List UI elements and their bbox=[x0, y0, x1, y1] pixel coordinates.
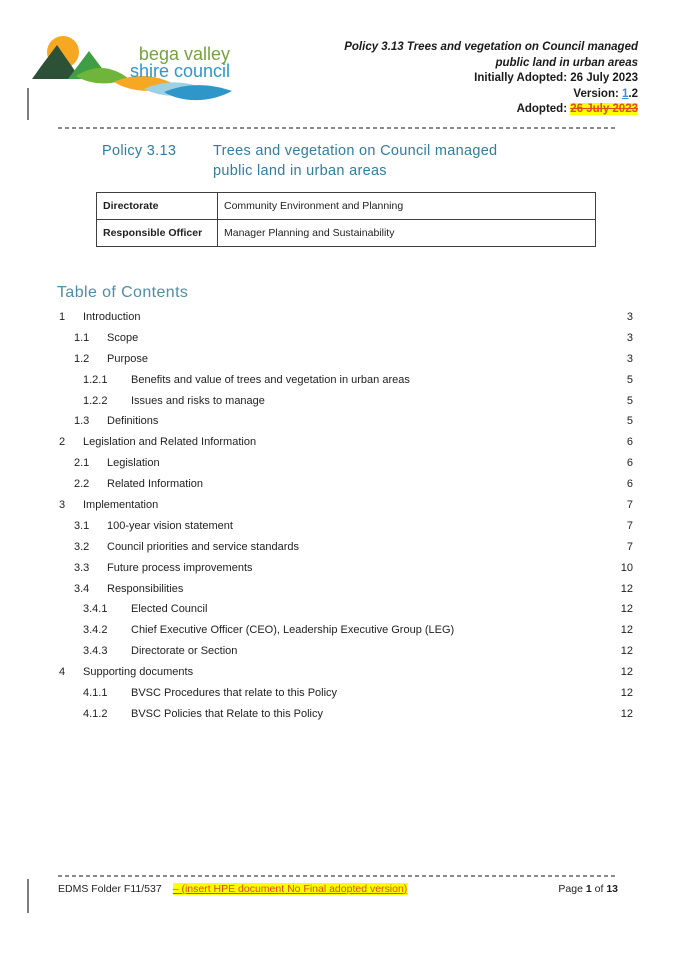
toc-entry-page: 12 bbox=[620, 582, 633, 595]
policy-number: Policy 3.13 bbox=[102, 143, 177, 159]
toc-entry-number: 3.1 bbox=[74, 519, 90, 532]
toc-entry bbox=[58, 414, 633, 435]
toc-entry bbox=[58, 519, 633, 540]
header-doc-title-line1: Policy 3.13 Trees and vegetation on Council managed bbox=[344, 41, 638, 53]
toc-entry-number: 4 bbox=[59, 666, 66, 679]
footer-divider bbox=[58, 875, 618, 877]
toc-entry-number: 3.4.1 bbox=[83, 603, 108, 616]
toc-entry bbox=[58, 623, 633, 644]
toc-entry-page: 6 bbox=[626, 436, 633, 449]
adopted-label: Adopted: bbox=[516, 103, 571, 116]
page-total: 13 bbox=[606, 883, 618, 895]
toc-entry-page: 12 bbox=[620, 624, 633, 637]
toc-entry-page: 7 bbox=[626, 499, 633, 512]
info-value-directorate: Community Environment and Planning bbox=[218, 193, 596, 220]
table-row bbox=[97, 193, 596, 220]
toc-entry-page: 12 bbox=[620, 666, 633, 679]
toc-entry-page: 12 bbox=[620, 687, 633, 700]
toc-entry-page: 5 bbox=[626, 373, 633, 386]
toc-entry-label: BVSC Procedures that relate to this Policy bbox=[131, 687, 338, 700]
toc-entry bbox=[58, 561, 633, 582]
footer-page-number bbox=[558, 883, 618, 895]
toc-entry bbox=[58, 373, 633, 394]
toc-entry-number: 1.2.2 bbox=[83, 394, 108, 407]
toc-entry-label: Scope bbox=[107, 331, 139, 344]
toc-entry-page: 6 bbox=[626, 478, 633, 491]
footer-highlighted-note: – (insert HPE document No Final adopted version) bbox=[172, 883, 408, 895]
toc-entry-number: 2 bbox=[59, 436, 66, 449]
toc-entry-label: Council priorities and service standards bbox=[107, 540, 299, 553]
footer bbox=[58, 883, 618, 895]
toc-entry-page: 12 bbox=[620, 707, 633, 720]
adopted-deleted-date: 26 July 2023 bbox=[570, 103, 638, 116]
toc-entry-label: Directorate or Section bbox=[131, 645, 238, 658]
page-of-word: of bbox=[591, 883, 607, 895]
toc-entry-number: 1.3 bbox=[74, 415, 90, 428]
toc-entry-page: 3 bbox=[626, 311, 633, 323]
toc-entry-label: Introduction bbox=[83, 311, 141, 323]
info-label-directorate: Directorate bbox=[97, 193, 218, 220]
toc-entry-page: 5 bbox=[626, 394, 633, 407]
toc-entry bbox=[58, 665, 633, 686]
page-current: 1 bbox=[585, 883, 592, 895]
toc-entry-label: 100-year vision statement bbox=[107, 519, 233, 532]
toc-entry-number: 1.1 bbox=[74, 331, 90, 344]
toc-entry bbox=[58, 352, 633, 373]
toc-entry-number: 3 bbox=[59, 499, 66, 512]
toc-entry-label: Implementation bbox=[83, 499, 159, 512]
version-label: Version: bbox=[573, 87, 622, 100]
header-doc-title-line2: public land in urban areas bbox=[495, 56, 638, 69]
toc-entry-label: Legislation and Related Information bbox=[83, 436, 257, 449]
toc-entry bbox=[58, 540, 633, 561]
info-value-responsible-officer: Manager Planning and Sustainability bbox=[218, 220, 596, 247]
revision-change-bar bbox=[27, 879, 29, 913]
toc-entry-page: 5 bbox=[626, 415, 633, 428]
toc-entry-page: 7 bbox=[626, 519, 633, 532]
toc-entry-page: 3 bbox=[626, 331, 633, 344]
header-adopted-line bbox=[344, 102, 638, 118]
toc-entry-number: 1 bbox=[59, 311, 66, 323]
toc-entry bbox=[58, 477, 633, 498]
toc-entry-number: 3.4 bbox=[74, 582, 90, 595]
toc-entry-label: Issues and risks to manage bbox=[131, 394, 265, 407]
toc-entry-number: 3.4.3 bbox=[83, 645, 108, 658]
toc-entry-number: 4.1.2 bbox=[83, 707, 108, 720]
policy-title-text bbox=[213, 141, 497, 181]
toc-entry-page: 3 bbox=[626, 352, 633, 365]
toc-entry-label: BVSC Policies that Relate to this Policy bbox=[131, 707, 323, 720]
council-logo-graphic bbox=[32, 34, 234, 108]
logo-text-line2: shire council bbox=[129, 61, 230, 81]
info-label-responsible-officer: Responsible Officer bbox=[97, 220, 218, 247]
toc-entry-number: 1.2 bbox=[74, 352, 90, 365]
toc-entry-label: Legislation bbox=[107, 457, 160, 470]
toc-entry-number: 3.4.2 bbox=[83, 624, 108, 637]
footer-edms-reference: EDMS Folder F11/537 bbox=[58, 883, 162, 895]
toc-entry-label: Definitions bbox=[107, 415, 159, 428]
toc-entry bbox=[58, 602, 633, 623]
toc-entry-label: Responsibilities bbox=[107, 582, 184, 595]
toc-entry bbox=[58, 498, 633, 519]
toc-entry-label: Related Information bbox=[107, 478, 203, 491]
toc-entry bbox=[58, 644, 633, 665]
info-table bbox=[96, 192, 596, 247]
toc-entry bbox=[58, 435, 633, 456]
toc-entry-number: 2.1 bbox=[74, 457, 90, 470]
toc-entry-number: 3.3 bbox=[74, 561, 90, 574]
toc-entry bbox=[58, 707, 633, 728]
policy-title-line1: Trees and vegetation on Council managed bbox=[213, 143, 498, 159]
toc-entry bbox=[58, 394, 633, 415]
toc-entry bbox=[58, 456, 633, 477]
toc-entry-number: 3.2 bbox=[74, 540, 90, 553]
toc-entry-number: 1.2.1 bbox=[83, 373, 108, 386]
logo-text-line1: bega valley bbox=[138, 44, 230, 64]
policy-title-line2: public land in urban areas bbox=[213, 163, 387, 179]
toc-entry bbox=[58, 686, 633, 707]
page-word: Page bbox=[558, 883, 586, 895]
toc-entry-label: Purpose bbox=[107, 352, 148, 365]
toc-list bbox=[58, 310, 633, 728]
revision-change-bar bbox=[27, 88, 29, 120]
header-divider bbox=[58, 127, 618, 129]
toc-entry-page: 7 bbox=[626, 540, 633, 553]
toc-entry bbox=[58, 331, 633, 352]
header-version-line bbox=[344, 87, 638, 103]
toc-entry bbox=[58, 582, 633, 603]
toc-entry bbox=[58, 310, 633, 331]
toc-entry-label: Supporting documents bbox=[83, 666, 194, 679]
toc-entry-page: 10 bbox=[620, 561, 633, 574]
toc-entry-label: Future process improvements bbox=[107, 561, 253, 574]
header-meta bbox=[344, 40, 638, 118]
table-row bbox=[97, 220, 596, 247]
toc-entry-page: 6 bbox=[626, 457, 633, 470]
toc-entry-label: Benefits and value of trees and vegetation in urban areas bbox=[131, 373, 410, 386]
bega-valley-logo bbox=[32, 34, 234, 108]
header-initially-adopted: Initially Adopted: 26 July 2023 bbox=[474, 72, 638, 85]
version-rest: .2 bbox=[628, 87, 638, 100]
toc-entry-label: Chief Executive Officer (CEO), Leadership Executive Group (LEG) bbox=[131, 624, 455, 637]
policy-title bbox=[102, 141, 582, 181]
version-inserted-text: 1 bbox=[622, 87, 629, 100]
toc-entry-number: 4.1.1 bbox=[83, 687, 108, 700]
toc-entry-page: 12 bbox=[620, 603, 633, 616]
toc-entry-number: 2.2 bbox=[74, 478, 90, 491]
toc-entry-label: Elected Council bbox=[131, 603, 208, 616]
toc-heading: Table of Contents bbox=[57, 284, 189, 301]
toc-entry-page: 12 bbox=[620, 645, 633, 658]
